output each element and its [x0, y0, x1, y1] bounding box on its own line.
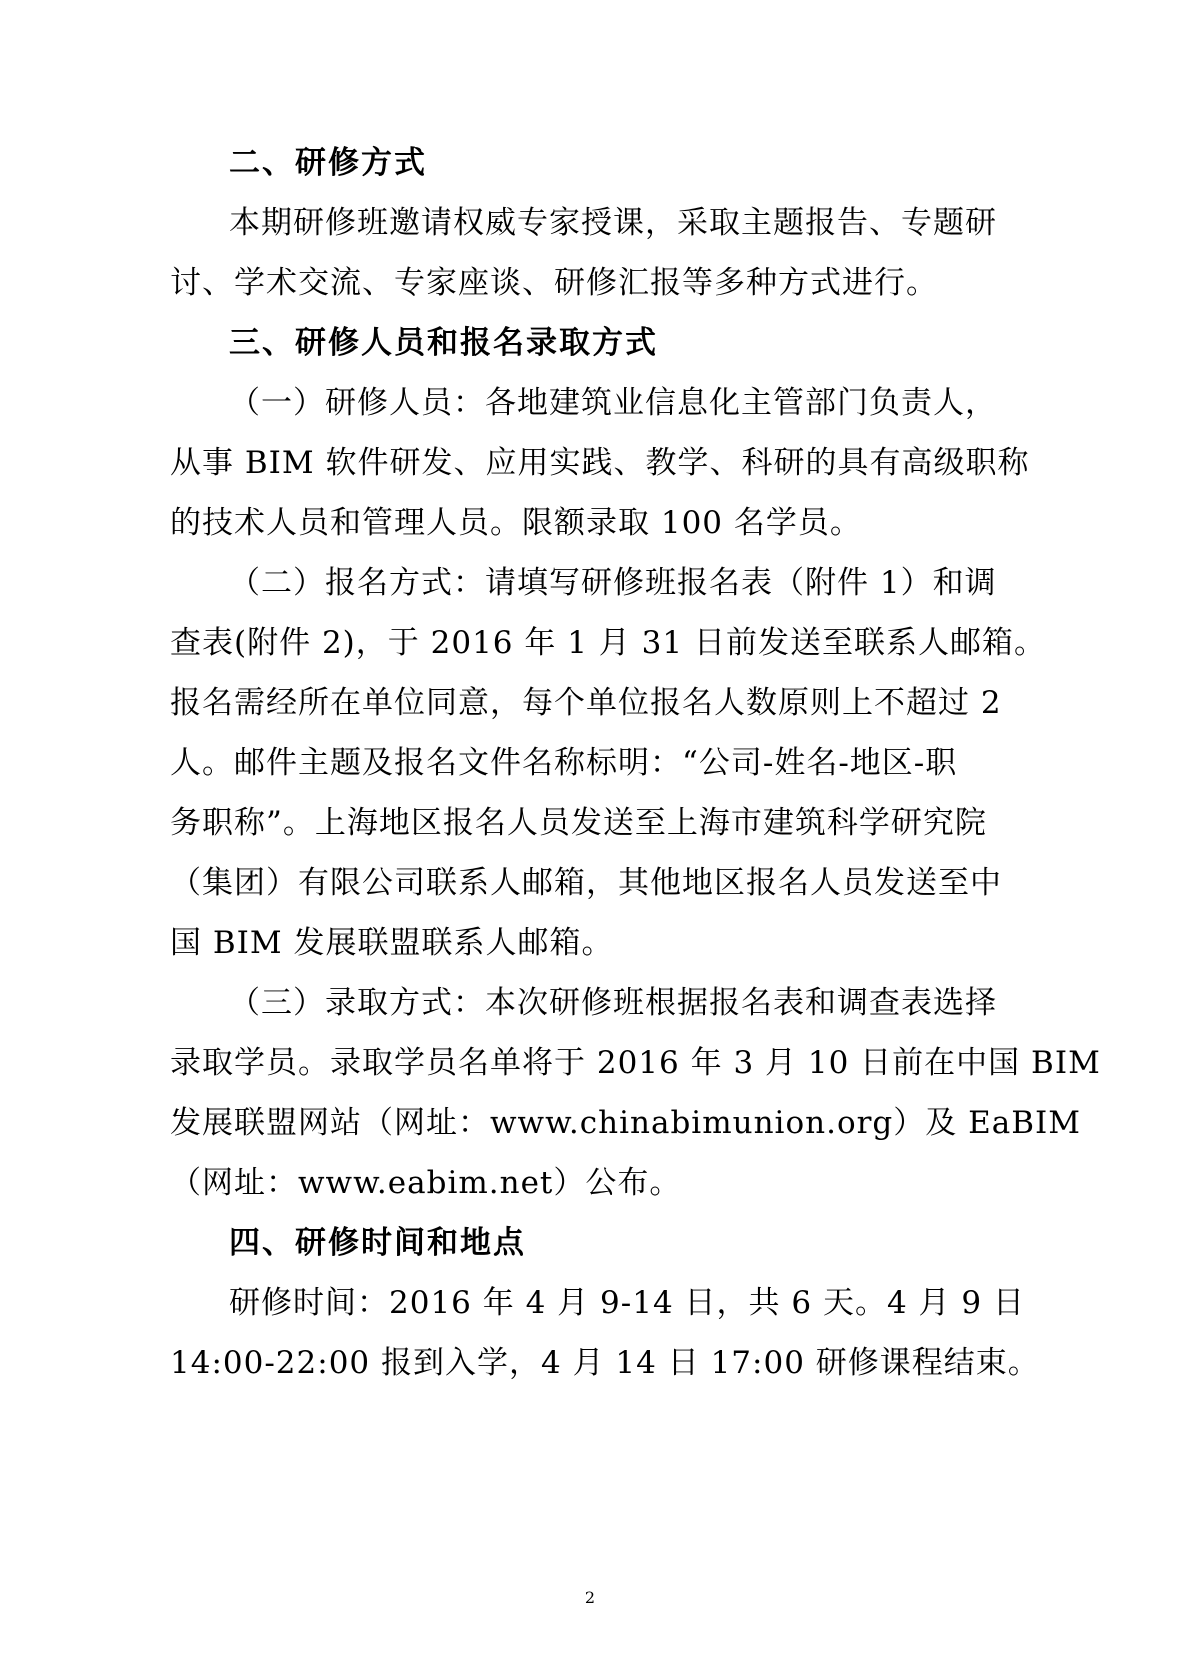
- paragraph-line: 务职称”。上海地区报名人员发送至上海市建筑科学研究院: [170, 805, 987, 841]
- paragraph-line: （网址：www.eabim.net）公布。: [170, 1165, 682, 1201]
- paragraph-line: 录取学员。录取学员名单将于 2016 年 3 月 10 日前在中国 BIM: [170, 1045, 1101, 1081]
- section-heading-3: 三、研修人员和报名录取方式: [229, 325, 658, 361]
- paragraph-line: 国 BIM 发展联盟联系人邮箱。: [170, 925, 614, 961]
- paragraph-line: 讨、学术交流、专家座谈、研修汇报等多种方式进行。: [170, 265, 938, 301]
- paragraph-line: （一）研修人员：各地建筑业信息化主管部门负责人，: [229, 385, 997, 421]
- paragraph-line: 14:00-22:00 报到入学，4 月 14 日 17:00 研修课程结束。: [170, 1345, 1040, 1381]
- section-heading-4: 四、研修时间和地点: [229, 1225, 526, 1261]
- paragraph-line: 从事 BIM 软件研发、应用实践、教学、科研的具有高级职称: [170, 445, 1030, 481]
- paragraph-line: （集团）有限公司联系人邮箱，其他地区报名人员发送至中: [170, 865, 1002, 901]
- paragraph-line: 本期研修班邀请权威专家授课，采取主题报告、专题研: [229, 205, 997, 241]
- page-number: 2: [584, 1588, 596, 1607]
- paragraph-line: 人。邮件主题及报名文件名称标明：“公司-姓名-地区-职: [170, 745, 958, 781]
- paragraph-line: 报名需经所在单位同意，每个单位报名人数原则上不超过 2: [170, 685, 1002, 721]
- paragraph-line: 的技术人员和管理人员。限额录取 100 名学员。: [170, 505, 862, 541]
- paragraph-line: 研修时间：2016 年 4 月 9-14 日，共 6 天。4 月 9 日: [229, 1285, 1025, 1321]
- section-heading-2: 二、研修方式: [229, 145, 427, 181]
- paragraph-line: （三）录取方式：本次研修班根据报名表和调查表选择: [229, 985, 997, 1021]
- paragraph-line: 发展联盟网站（网址：www.chinabimunion.org）及 EaBIM: [170, 1105, 1082, 1141]
- paragraph-line: 查表(附件 2)，于 2016 年 1 月 31 日前发送至联系人邮箱。: [170, 625, 1046, 661]
- paragraph-line: （二）报名方式：请填写研修班报名表（附件 1）和调: [229, 565, 997, 601]
